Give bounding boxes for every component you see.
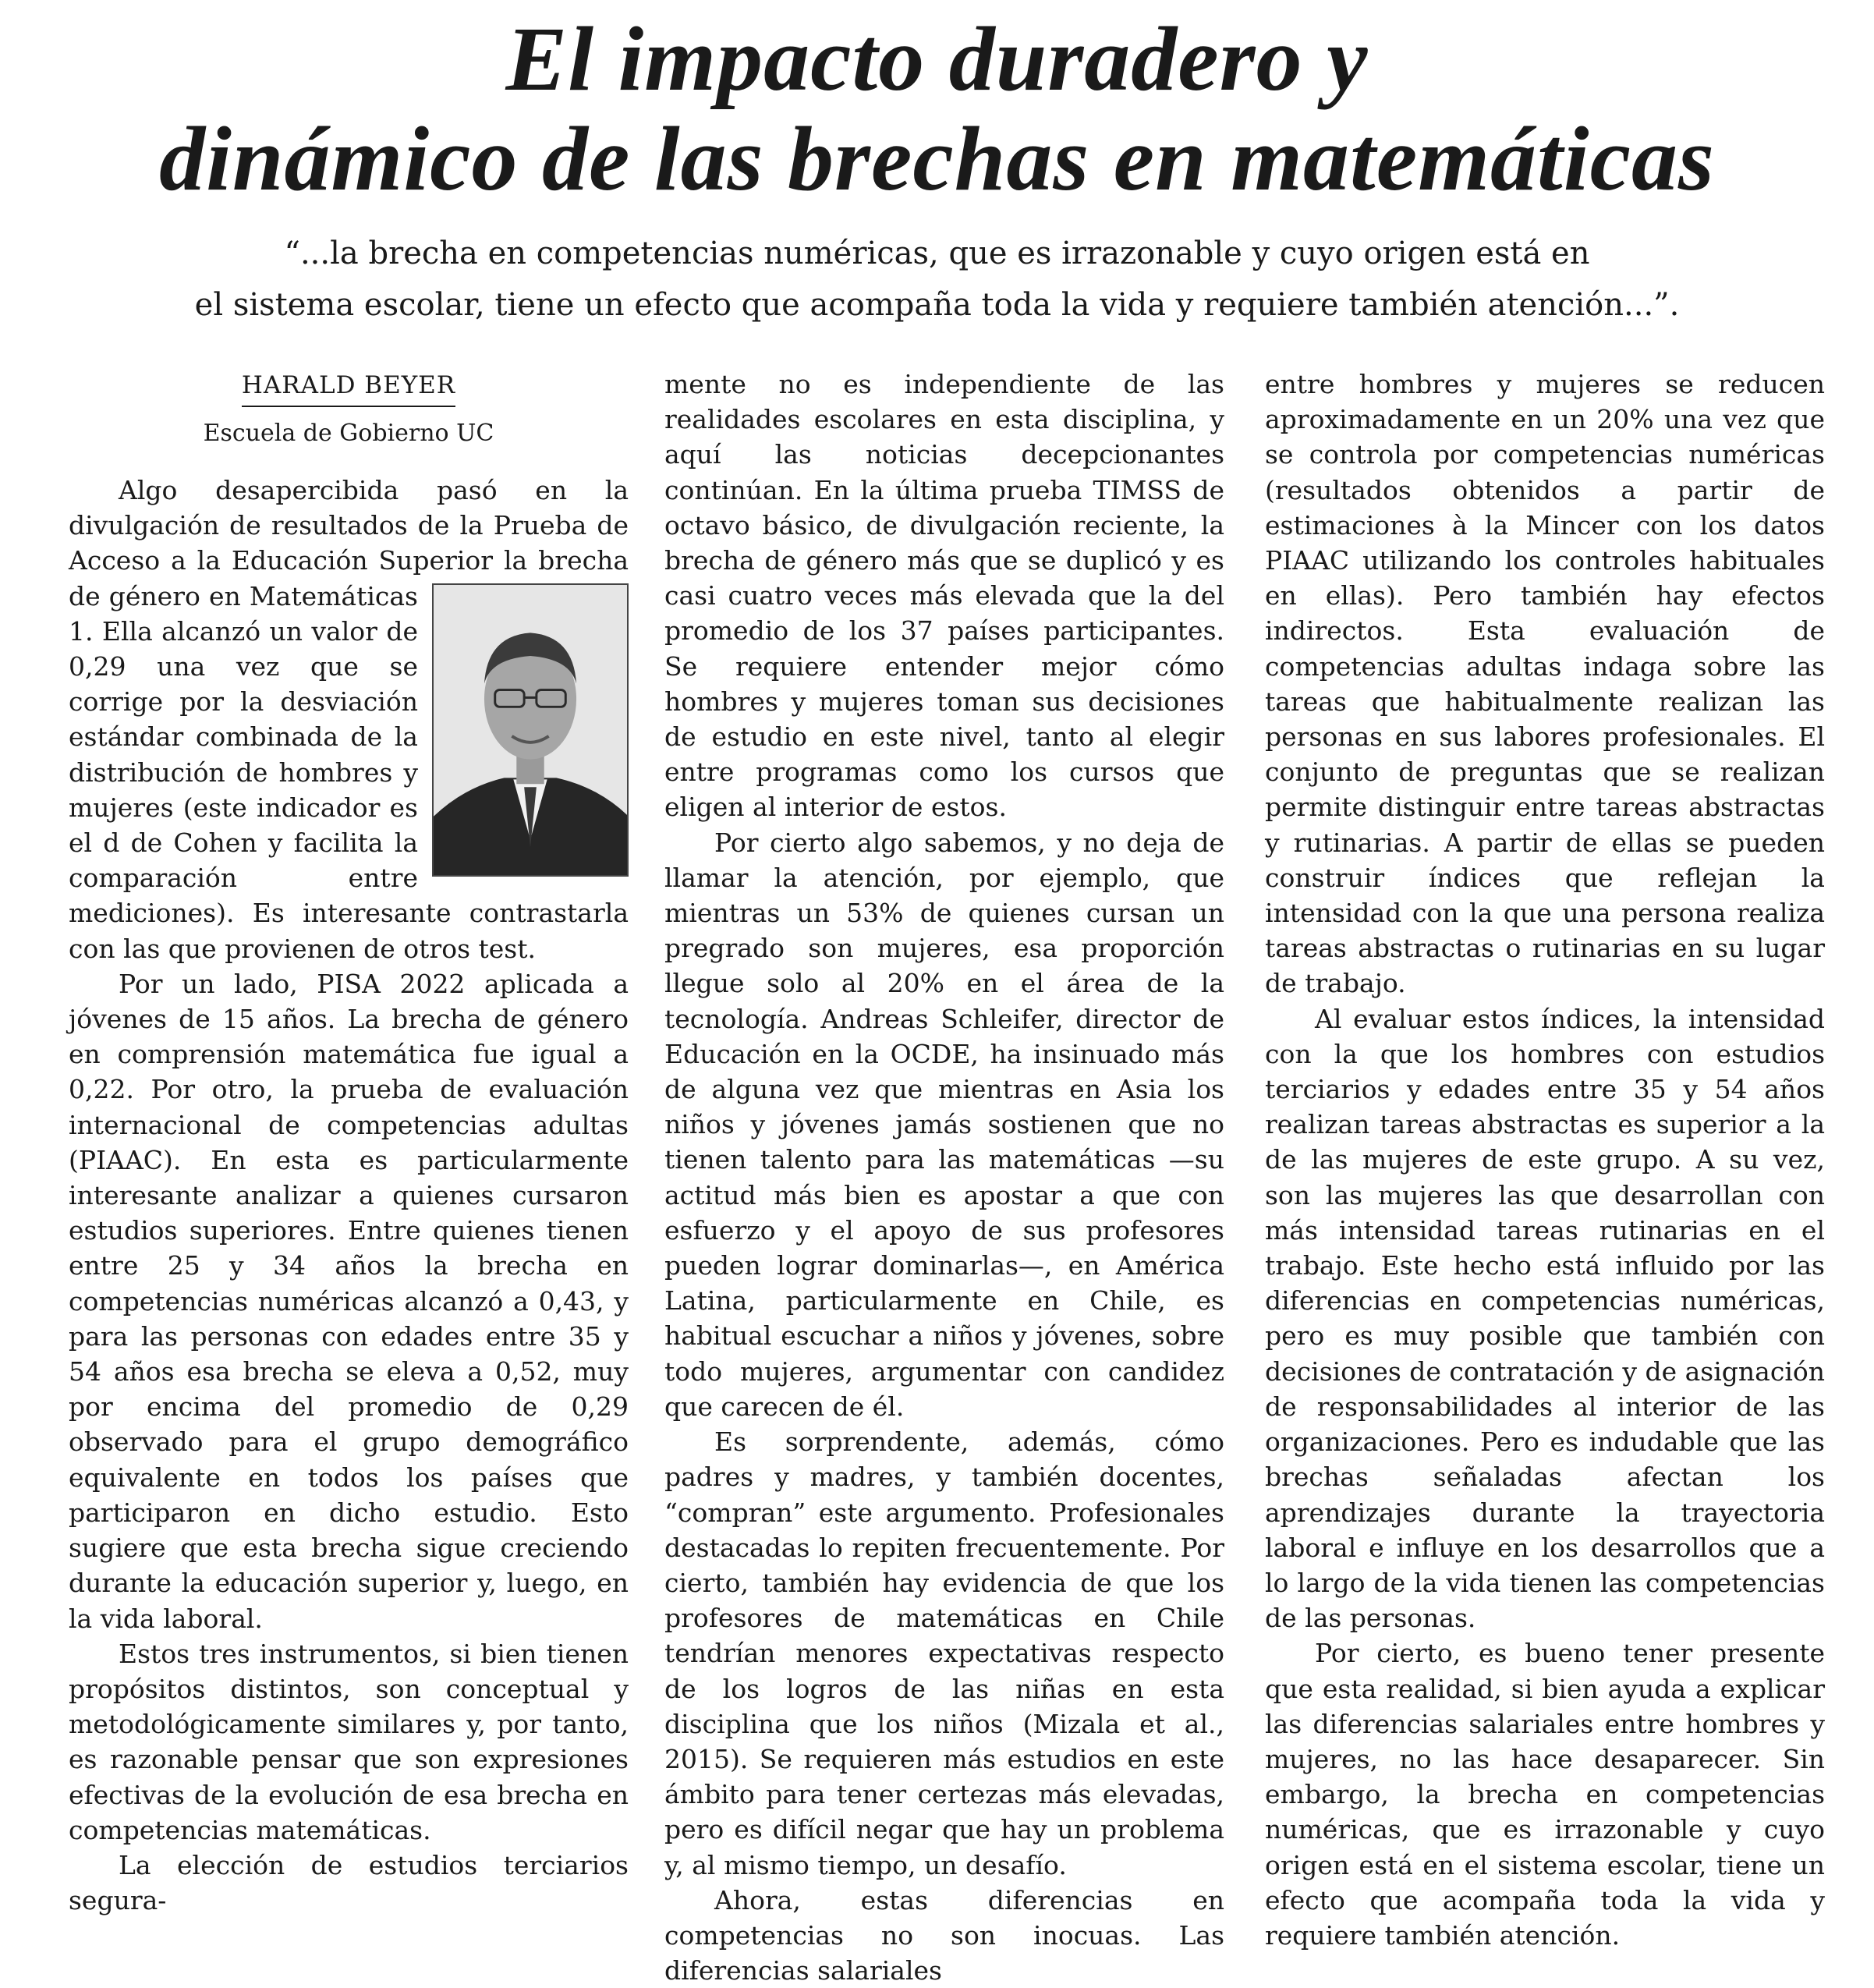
headline bbox=[0, 9, 1874, 209]
pull-quote-line-1: “...la brecha en competencias numéricas, que es irrazonable y cuyo origen está en bbox=[284, 236, 1590, 271]
paragraph-text-part: la brecha de género en Matemáticas 1. Ella alcanzó un valor de 0,29 una vez que se corrige por la desviación estándar combinada de la distribución de hombres y mujeres (este indicador es el d de Cohen y facilita la comparación entre mediciones). Es interesante contrastarla con las que provienen de otros test. bbox=[69, 545, 629, 964]
paragraph-text-part: Algo desapercibida pasó en la divulgación de resultados de la Prueba de Acceso a la Educación Superior bbox=[69, 475, 629, 576]
paragraph: Por cierto algo sabemos, y no deja de llamar la atención, por ejemplo, que mientras un 53% de quienes cursan un pregrado son mujeres, esa proporción llegue solo al 20% en el área de la tecnología. Andreas Schleifer, director de Educación en la OCDE, ha insinuado más de alguna vez que mientras en Asia los niños y jóvenes jamás sostienen que no tienen talento para las matemáticas —su actitud más bien es apostar a que con esfuerzo y el apoyo de sus profesores pueden lograr dominarlas—, en América Latina, particularmente en Chile, es habitual escuchar a niños y jóvenes, sobre todo mujeres, argumentar con candidez que carecen de él. bbox=[664, 827, 1224, 1422]
author-portrait-icon bbox=[434, 585, 627, 875]
paragraph: Por cierto, es bueno tener presente que esta realidad, si bien ayuda a explicar las diferencias salariales entre hombres y mujeres, no las hace desaparecer. Sin embargo, la brecha en competencias numéricas, que es irrazonable y cuyo origen está en el sistema escolar, tiene un efecto que acompaña toda la vida y requiere también atención. bbox=[1265, 1638, 1825, 1951]
author-name: HARALD BEYER bbox=[242, 370, 455, 407]
paragraph: Al evaluar estos índices, la intensidad con la que los hombres con estudios terciarios y edades entre 35 y 54 años realizan tareas abstractas es superior a la de las mujeres de este grupo. A su vez, son las mujeres las que desarrollan con más intensidad tareas rutinarias en el trabajo. Este hecho está influido por las diferencias en competencias numéricas, pero es muy posible que también con decisiones de contratación y de asignación de responsabilidades al interior de las organizaciones. Pero es indudable que las brechas señaladas afectan los aprendizajes durante la trayectoria laboral e influye en los desarrollos que a lo largo de la vida tienen las competencias de las personas. bbox=[1265, 1003, 1825, 1634]
paragraph bbox=[69, 473, 629, 966]
paragraph: La elección de estudios terciarios segura- bbox=[69, 1849, 629, 1916]
headline-line-1: El impacto duradero y bbox=[505, 8, 1369, 110]
paragraph: Ahora, estas diferencias en competencias no son inocuas. Las diferencias salariales bbox=[664, 1884, 1224, 1986]
paragraph: entre hombres y mujeres se reducen aproximadamente en un 20% una vez que se controla por competencias numéricas (resultados obtenidos a partir de estimaciones à la Mincer con los datos PIAAC utilizando los controles habituales en ellas). Pero también hay efectos indirectos. Esta evaluación de competencias adultas indaga sobre las tareas que habitualmente realizan las personas en sus labores profesionales. El conjunto de preguntas que se realizan permite distinguir entre tareas abstractas y rutinarias. A partir de ellas se pueden construir índices que reflejan la intensidad con la que una persona realiza tareas abstractas o rutinarias en su lugar de trabajo. bbox=[1265, 369, 1825, 999]
paragraph: mente no es independiente de las realidades escolares en esta disciplina, y aquí las noticias decepcionantes continúan. En la última prueba TIMSS de octavo básico, de divulgación reciente, la brecha de género más que se duplicó y es casi cuatro veces más elevada que la del promedio de los 37 países participantes. Se requiere entender mejor cómo hombres y mujeres toman sus decisiones de estudio en este nivel, tanto al elegir entre programas como los cursos que eligen al interior de estos. bbox=[664, 369, 1224, 823]
paragraph: Por un lado, PISA 2022 aplicada a jóvenes de 15 años. La brecha de género en comprensión matemática fue igual a 0,22. Por otro, la prueba de evaluación internacional de competencias adultas (PIAAC). En esta es particularmente interesante analizar a quienes cursaron estudios superiores. Entre quienes tienen entre 25 y 34 años la brecha en competencias numéricas alcanzó a 0,43, y para las personas con edades entre 35 y 54 años esa brecha se eleva a 0,52, muy por encima del promedio de 0,29 observado para el grupo demográfico equivalente en todos los países que participaron en dicho estudio. Esto sugiere que esta brecha sigue creciendo durante la educación superior y, luego, en la vida laboral. bbox=[69, 968, 629, 1634]
headline-line-2: dinámico de las brechas en matemáticas bbox=[159, 108, 1715, 210]
paragraph: Estos tres instrumentos, si bien tienen propósitos distintos, son conceptual y metodológicamente similares y, por tanto, es razonable pensar que son expresiones efectivas de la evolución de esa brecha en competencias matemáticas. bbox=[69, 1638, 629, 1845]
article-column-3 bbox=[1265, 367, 1825, 1951]
byline bbox=[69, 367, 629, 449]
author-photo bbox=[432, 583, 629, 877]
paragraph: Es sorprendente, además, cómo padres y madres, y también docentes, “compran” este argumento. Profesionales destacadas lo repiten frecuentemente. Por cierto, también hay evidencia de que los profesores de matemáticas en Chile tendrían menores expectativas respecto de los logros de las niñas en esta disciplina que los niños (Mizala et al., 2015). Se requieren más estudios en este ámbito para tener certezas más elevadas, pero es difícil negar que hay un problema y, al mismo tiempo, un desafío. bbox=[664, 1426, 1224, 1880]
pull-quote-line-2: el sistema escolar, tiene un efecto que acompaña toda la vida y requiere también atención...”. bbox=[194, 287, 1680, 323]
author-affiliation: Escuela de Gobierno UC bbox=[203, 420, 494, 447]
article-column-1 bbox=[69, 367, 629, 1916]
pull-quote bbox=[0, 228, 1874, 331]
article-column-2 bbox=[664, 367, 1224, 1986]
paragraph-text-start bbox=[69, 475, 629, 964]
